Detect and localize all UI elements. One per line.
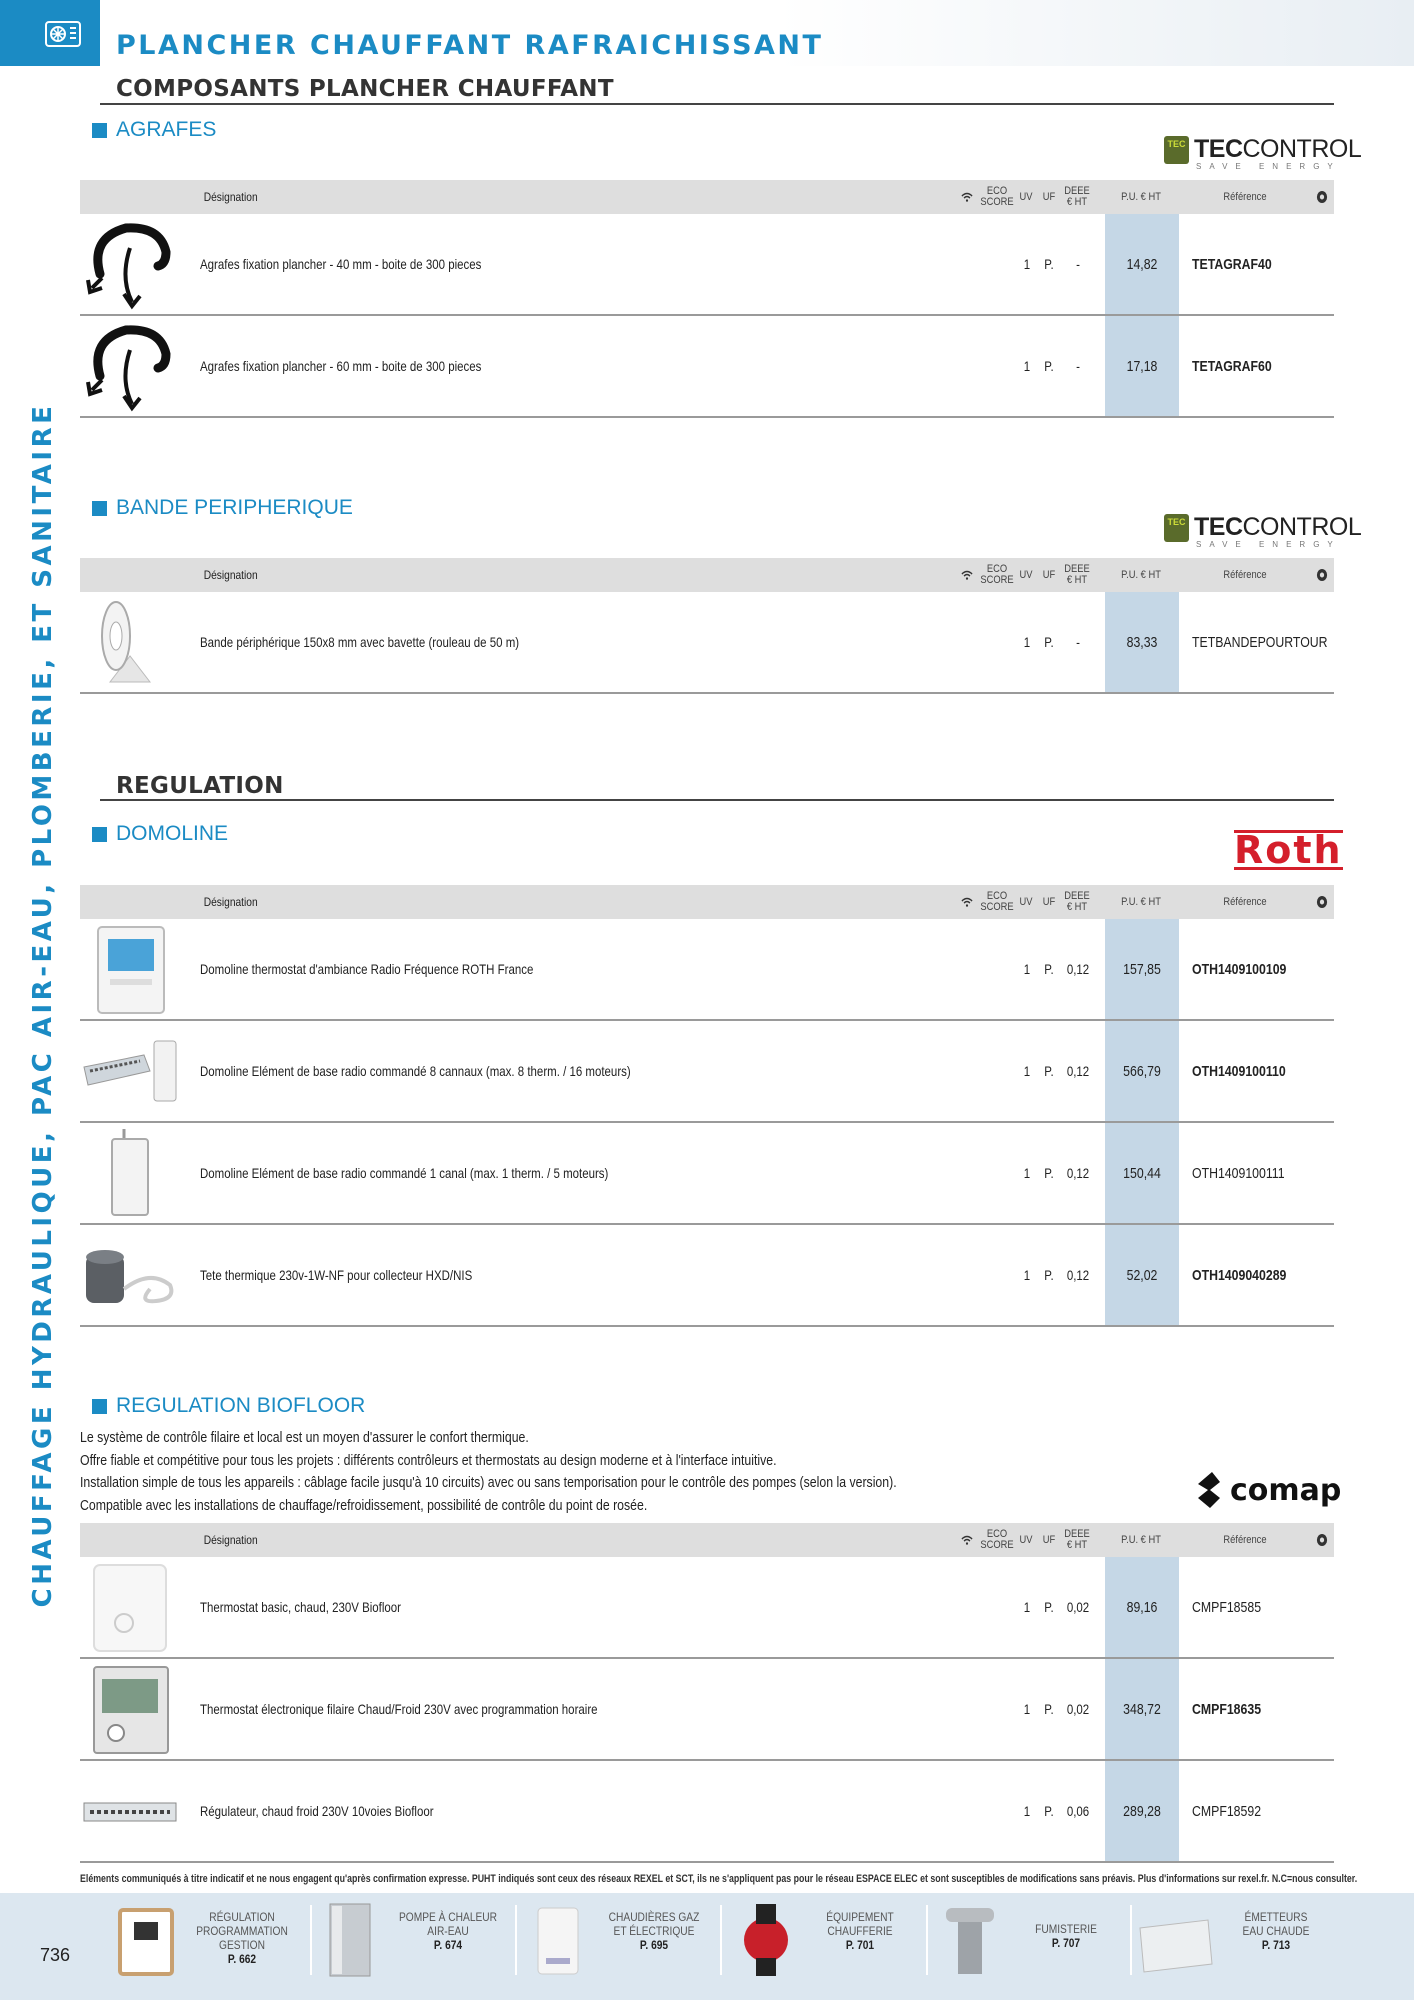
- row-reference: OTH1409100111: [1192, 1164, 1285, 1182]
- row-price: 157,85: [1123, 960, 1161, 978]
- nav-link-regulation[interactable]: RÉGULATION PROGRAMMATION GESTION P. 662: [112, 1900, 302, 1985]
- section-title-regulation: REGULATION: [116, 773, 284, 799]
- wifi-icon: [957, 885, 977, 919]
- header-price: P.U. € HT: [1121, 895, 1161, 908]
- table-row: [80, 1761, 1334, 1863]
- row-uf: P.: [1044, 1803, 1054, 1819]
- row-uv: 1: [1023, 1267, 1031, 1283]
- page-title: PLANCHER CHAUFFANT RAFRAICHISSANT: [116, 30, 824, 61]
- table-header: [80, 180, 1334, 214]
- nav-link-chaudieres[interactable]: CHAUDIÈRES GAZ ET ÉLECTRIQUE P. 695: [524, 1900, 714, 1985]
- row-designation: Agrafes fixation plancher - 60 mm - boite de 300 pieces: [200, 358, 482, 374]
- row-deee: -: [1076, 358, 1080, 374]
- header-price: P.U. € HT: [1121, 1533, 1161, 1546]
- nav-separator: [310, 1905, 312, 1975]
- header-eco-score: ECO SCORE: [980, 1528, 1014, 1551]
- row-designation: Bande périphérique 150x8 mm avec bavette (rouleau de 50 m): [200, 634, 520, 650]
- table-row: [80, 919, 1334, 1021]
- row-deee: -: [1076, 634, 1080, 650]
- row-uv: 1: [1023, 634, 1031, 650]
- radio-base-8ch-image: [80, 1025, 180, 1117]
- row-reference: TETAGRAF40: [1192, 255, 1272, 273]
- nav-link-emetteurs[interactable]: ÉMETTEURS EAU CHAUDE P. 713: [1136, 1900, 1336, 1985]
- header-reference: Référence: [1223, 1533, 1267, 1546]
- basic-thermostat-image: [80, 1561, 180, 1653]
- brand-teccontrol-logo: TEC TECCONTROL SAVE ENERGY: [1164, 136, 1361, 171]
- nav-separator: [926, 1905, 928, 1975]
- header-eco-score: ECO SCORE: [980, 890, 1014, 913]
- row-uf: P.: [1044, 1165, 1054, 1181]
- row-deee: 0,12: [1066, 1267, 1090, 1283]
- header-uv: UV: [1019, 568, 1033, 581]
- regulator-10-zone-image: [80, 1765, 180, 1857]
- product-table-domoline: [80, 885, 1334, 1327]
- table-row: [80, 1021, 1334, 1123]
- row-price: 566,79: [1123, 1062, 1161, 1080]
- side-chapter-title: CHAUFFAGE HYDRAULIQUE, PAC AIR-EAU, PLOMBERIE, ET SANITAIRE: [28, 402, 58, 1608]
- row-deee: 0,12: [1066, 1063, 1090, 1079]
- brand-teccontrol-logo: TEC TECCONTROL SAVE ENERGY: [1164, 514, 1361, 549]
- bullet-square-icon: [92, 1399, 107, 1414]
- row-deee: -: [1076, 256, 1080, 272]
- legal-footnote: Eléments communiqués à titre indicatif et ne nous engagent qu'après confirmation expresse. PUHT indiqués sont ceux des réseaux REXEL et SCT, ils ne s'appliquent pas pour le réseau ESPACE ELEC et sont susceptibles de modifications sans préavis. Plus d'informations sur rexel.fr. N.C=nous consulter.: [80, 1873, 1358, 1885]
- gear-icon: [1312, 180, 1332, 214]
- row-uf: P.: [1044, 1701, 1054, 1717]
- thermal-actuator-image: [80, 1229, 180, 1321]
- section-rule: [100, 103, 1334, 105]
- row-uv: 1: [1023, 1165, 1031, 1181]
- row-deee: 0,12: [1066, 1165, 1090, 1181]
- nav-separator: [720, 1905, 722, 1975]
- row-deee: 0,02: [1066, 1599, 1090, 1615]
- header-uf: UF: [1042, 190, 1056, 203]
- row-uv: 1: [1023, 1803, 1031, 1819]
- row-uv: 1: [1023, 1599, 1031, 1615]
- product-table-agrafes: [80, 180, 1334, 418]
- table-row: [80, 316, 1334, 418]
- gear-icon: [1312, 1523, 1332, 1557]
- section-rule: [100, 799, 1334, 801]
- subsection-domoline: [92, 822, 228, 846]
- bullet-square-icon: [92, 501, 107, 516]
- row-price: 289,28: [1123, 1802, 1161, 1820]
- table-row: [80, 214, 1334, 316]
- edge-strip-roll-image: [80, 596, 180, 688]
- row-reference: CMPF18585: [1192, 1598, 1262, 1616]
- header-uv: UV: [1019, 1533, 1033, 1546]
- row-reference: TETBANDEPOURTOUR: [1192, 633, 1328, 651]
- row-uv: 1: [1023, 256, 1031, 272]
- row-uv: 1: [1023, 1701, 1031, 1717]
- row-uf: P.: [1044, 358, 1054, 374]
- header-eco-score: ECO SCORE: [980, 563, 1014, 586]
- row-deee: 0,06: [1066, 1803, 1090, 1819]
- table-row: [80, 1123, 1334, 1225]
- table-header: [80, 885, 1334, 919]
- table-row: [80, 1225, 1334, 1327]
- row-designation: Thermostat électronique filaire Chaud/Froid 230V avec programmation horaire: [200, 1701, 598, 1717]
- wifi-icon: [957, 558, 977, 592]
- subsection-title: AGRAFES: [116, 118, 217, 141]
- header-deee: DEEE € HT: [1064, 563, 1090, 586]
- brand-comap-logo: comap: [1194, 1470, 1341, 1510]
- row-designation: Régulateur, chaud froid 230V 10voies Biofloor: [200, 1803, 434, 1819]
- table-row: [80, 1659, 1334, 1761]
- table-row: [80, 1557, 1334, 1659]
- row-price: 348,72: [1123, 1700, 1161, 1718]
- header-uf: UF: [1042, 1533, 1056, 1546]
- product-table-bande: [80, 558, 1334, 694]
- floor-clip-image: [80, 320, 180, 412]
- room-thermostat-image: [80, 923, 180, 1015]
- header-price: P.U. € HT: [1121, 190, 1161, 203]
- section-title-composants: COMPOSANTS PLANCHER CHAUFFANT: [116, 76, 614, 102]
- row-reference: OTH1409040289: [1192, 1266, 1287, 1284]
- header-uf: UF: [1042, 568, 1056, 581]
- page-number: 736: [40, 1945, 71, 1965]
- table-header: [80, 1523, 1334, 1557]
- gear-icon: [1312, 885, 1332, 919]
- row-price: 52,02: [1126, 1266, 1158, 1284]
- heat-pump-thumbnail: [318, 1900, 388, 1980]
- row-designation: Domoline thermostat d'ambiance Radio Fréquence ROTH France: [200, 961, 534, 977]
- subsection-title: BANDE PERIPHERIQUE: [116, 496, 353, 519]
- row-reference: OTH1409100109: [1192, 960, 1287, 978]
- radiator-thumbnail: [1136, 1900, 1216, 1980]
- subsection-title: REGULATION BIOFLOOR: [116, 1394, 366, 1417]
- floor-clip-image: [80, 218, 180, 310]
- flue-thumbnail: [936, 1900, 1006, 1980]
- subsection-biofloor: [92, 1394, 365, 1418]
- nav-link-fumisterie[interactable]: FUMISTERIE P. 707: [936, 1900, 1126, 1985]
- row-price: 150,44: [1123, 1164, 1161, 1182]
- header-eco-score: ECO SCORE: [980, 185, 1014, 208]
- circulator-pump-thumbnail: [730, 1900, 800, 1980]
- row-deee: 0,02: [1066, 1701, 1090, 1717]
- bullet-square-icon: [92, 123, 107, 138]
- row-designation: Domoline Elément de base radio commandé 8 cannaux (max. 8 therm. / 16 moteurs): [200, 1063, 631, 1079]
- gear-icon: [1312, 558, 1332, 592]
- row-reference: CMPF18635: [1192, 1700, 1262, 1718]
- header-price: P.U. € HT: [1121, 568, 1161, 581]
- row-uf: P.: [1044, 1063, 1054, 1079]
- header-deee: DEEE € HT: [1064, 185, 1090, 208]
- row-designation: Domoline Elément de base radio commandé 1 canal (max. 1 therm. / 5 moteurs): [200, 1165, 609, 1181]
- heating-floor-icon: [44, 20, 82, 48]
- header-designation: Désignation: [203, 567, 258, 582]
- nav-link-equipement[interactable]: ÉQUIPEMENT CHAUFFERIE P. 701: [730, 1900, 920, 1985]
- row-uv: 1: [1023, 961, 1031, 977]
- wifi-icon: [957, 1523, 977, 1557]
- biofloor-description: Le système de contrôle filaire et local est un moyen d'assurer le confort thermique. Offre fiable et compétitive pour tous les projets : différents contrôleurs et thermostats au design moderne et à l'interface intuitive. Installation simple de tous les appareils : câblage facile jusqu'à 10 circuits) avec ou sans temporisation pour le contrôle des pompes (selon la version). Compatible avec les installations de chauffage/refroidissement, possibilité de contrôle du point de rosée.: [80, 1429, 897, 1514]
- brand-roth-logo: Roth: [1234, 828, 1343, 872]
- table-header: [80, 558, 1334, 592]
- row-uf: P.: [1044, 1599, 1054, 1615]
- row-designation: Thermostat basic, chaud, 230V Biofloor: [200, 1599, 402, 1615]
- row-designation: Agrafes fixation plancher - 40 mm - boite de 300 pieces: [200, 256, 482, 272]
- row-deee: 0,12: [1066, 961, 1090, 977]
- nav-link-pompe-chaleur[interactable]: POMPE À CHALEUR AIR-EAU P. 674: [318, 1900, 508, 1985]
- product-table-biofloor: [80, 1523, 1334, 1863]
- nav-separator: [515, 1905, 517, 1975]
- header-icon-box: [0, 0, 100, 66]
- row-uv: 1: [1023, 1063, 1031, 1079]
- subsection-title: DOMOLINE: [116, 822, 229, 845]
- row-designation: Tete thermique 230v-1W-NF pour collecteur HXD/NIS: [200, 1267, 473, 1283]
- header-uf: UF: [1042, 895, 1056, 908]
- row-uf: P.: [1044, 634, 1054, 650]
- boiler-thumbnail: [524, 1900, 594, 1980]
- header-reference: Référence: [1223, 568, 1267, 581]
- header-designation: Désignation: [203, 189, 258, 204]
- header-uv: UV: [1019, 190, 1033, 203]
- row-reference: OTH1409100110: [1192, 1062, 1286, 1080]
- subsection-bande: [92, 496, 353, 520]
- row-reference: CMPF18592: [1192, 1802, 1262, 1820]
- row-price: 89,16: [1126, 1598, 1158, 1616]
- header-reference: Référence: [1223, 895, 1267, 908]
- row-price: 14,82: [1126, 255, 1158, 273]
- header-deee: DEEE € HT: [1064, 1528, 1090, 1551]
- row-price: 83,33: [1126, 633, 1158, 651]
- row-uf: P.: [1044, 961, 1054, 977]
- header-deee: DEEE € HT: [1064, 890, 1090, 913]
- electronic-thermostat-image: [80, 1663, 180, 1755]
- wifi-icon: [957, 180, 977, 214]
- nav-separator: [1130, 1905, 1132, 1975]
- row-uf: P.: [1044, 1267, 1054, 1283]
- radio-base-1ch-image: [80, 1127, 180, 1219]
- header-uv: UV: [1019, 895, 1033, 908]
- subsection-agrafes: [92, 118, 216, 142]
- header-designation: Désignation: [203, 894, 258, 909]
- row-uv: 1: [1023, 358, 1031, 374]
- header-reference: Référence: [1223, 190, 1267, 203]
- row-uf: P.: [1044, 256, 1054, 272]
- thermostat-thumbnail: [112, 1900, 182, 1980]
- row-reference: TETAGRAF60: [1192, 357, 1272, 375]
- comap-mark-icon: [1194, 1470, 1224, 1510]
- header-designation: Désignation: [203, 1532, 258, 1547]
- row-price: 17,18: [1126, 357, 1158, 375]
- bullet-square-icon: [92, 827, 107, 842]
- table-row: [80, 592, 1334, 694]
